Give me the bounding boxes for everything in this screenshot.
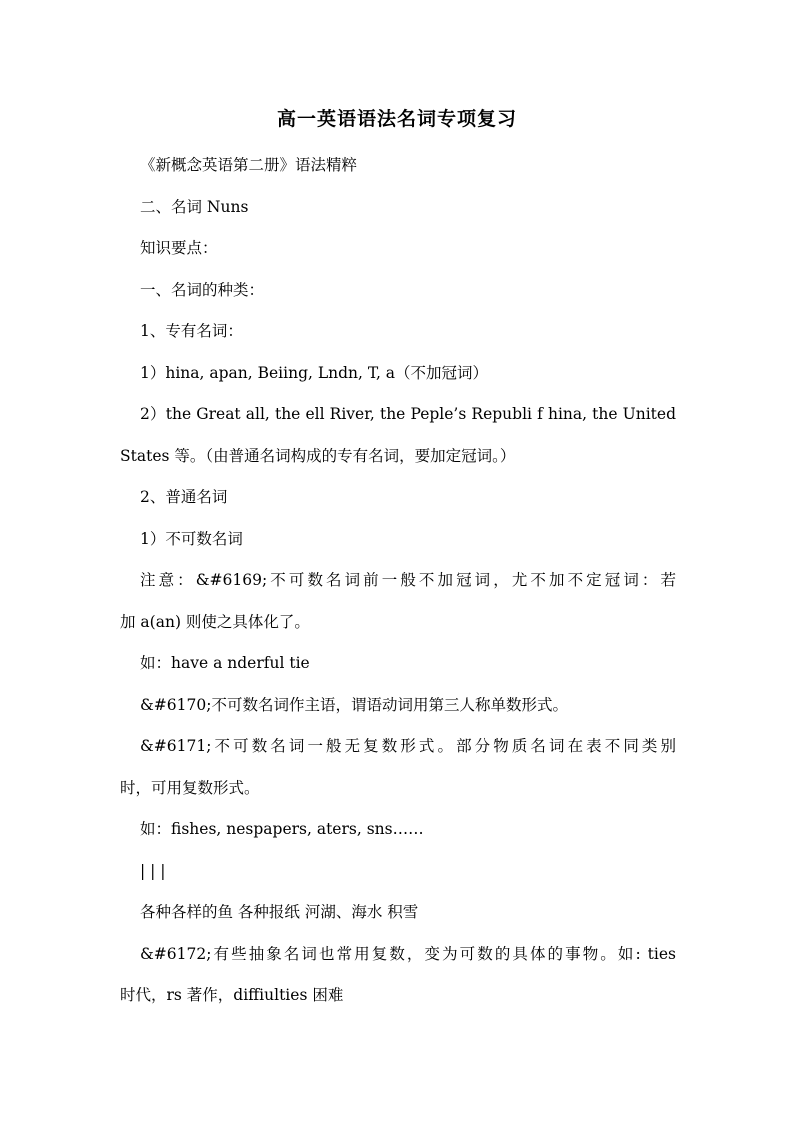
paragraph-line: 2）the Great all, the ell River, the Peple’s Republi f hina, the United xyxy=(140,405,676,423)
paragraph-line: 如：fishes, nespapers, aters, sns…… xyxy=(140,820,424,838)
paragraph-line: 1）不可数名词 xyxy=(140,529,243,548)
paragraph-line: &#6170;不可数名词作主语，谓语动词用第三人称单数形式。 xyxy=(140,695,568,714)
paragraph-line: 时，可用复数形式。 xyxy=(120,778,260,797)
paragraph-line: &#6171;不可数名词一般无复数形式。部分物质名词在表不同类别 xyxy=(140,737,676,755)
paragraph-line: 各种各样的鱼 各种报纸 河湖、海水 积雪 xyxy=(140,903,419,921)
paragraph-line: 1）hina, apan, Beiing, Lndn, T, a（不加冠词） xyxy=(140,363,489,382)
paragraph-line: 时代，rs 著作，diffiulties 困难 xyxy=(120,986,344,1004)
paragraph-line: 注意：&#6169;不可数名词前一般不加冠词，尤不加不定冠词：若 xyxy=(140,571,676,589)
paragraph-line: 2、普通名词 xyxy=(140,488,228,506)
paragraph-line: States 等。（由普通名词构成的专有名词，要加定冠词。） xyxy=(120,446,516,465)
paragraph-line: 加 a(an) 则使之具体化了。 xyxy=(120,612,310,631)
paragraph-line: 一、名词的种类： xyxy=(140,280,265,299)
paragraph-line: 如：have a nderful tie xyxy=(140,654,310,672)
paragraph-line: 1、专有名词： xyxy=(140,322,243,340)
paragraph-line: 二、名词 Nuns xyxy=(140,197,249,216)
paragraph-line: 《新概念英语第二册》语法精粹 xyxy=(140,156,358,174)
document-body xyxy=(120,145,676,1017)
paragraph-line: 知识要点： xyxy=(140,239,218,257)
document-title: 高一英语语法名词专项复习 xyxy=(276,108,517,130)
paragraph-line: | | | xyxy=(140,861,166,880)
paragraph-line: &#6172;有些抽象名词也常用复数，变为可数的具体的事物。如: ties xyxy=(140,944,676,963)
